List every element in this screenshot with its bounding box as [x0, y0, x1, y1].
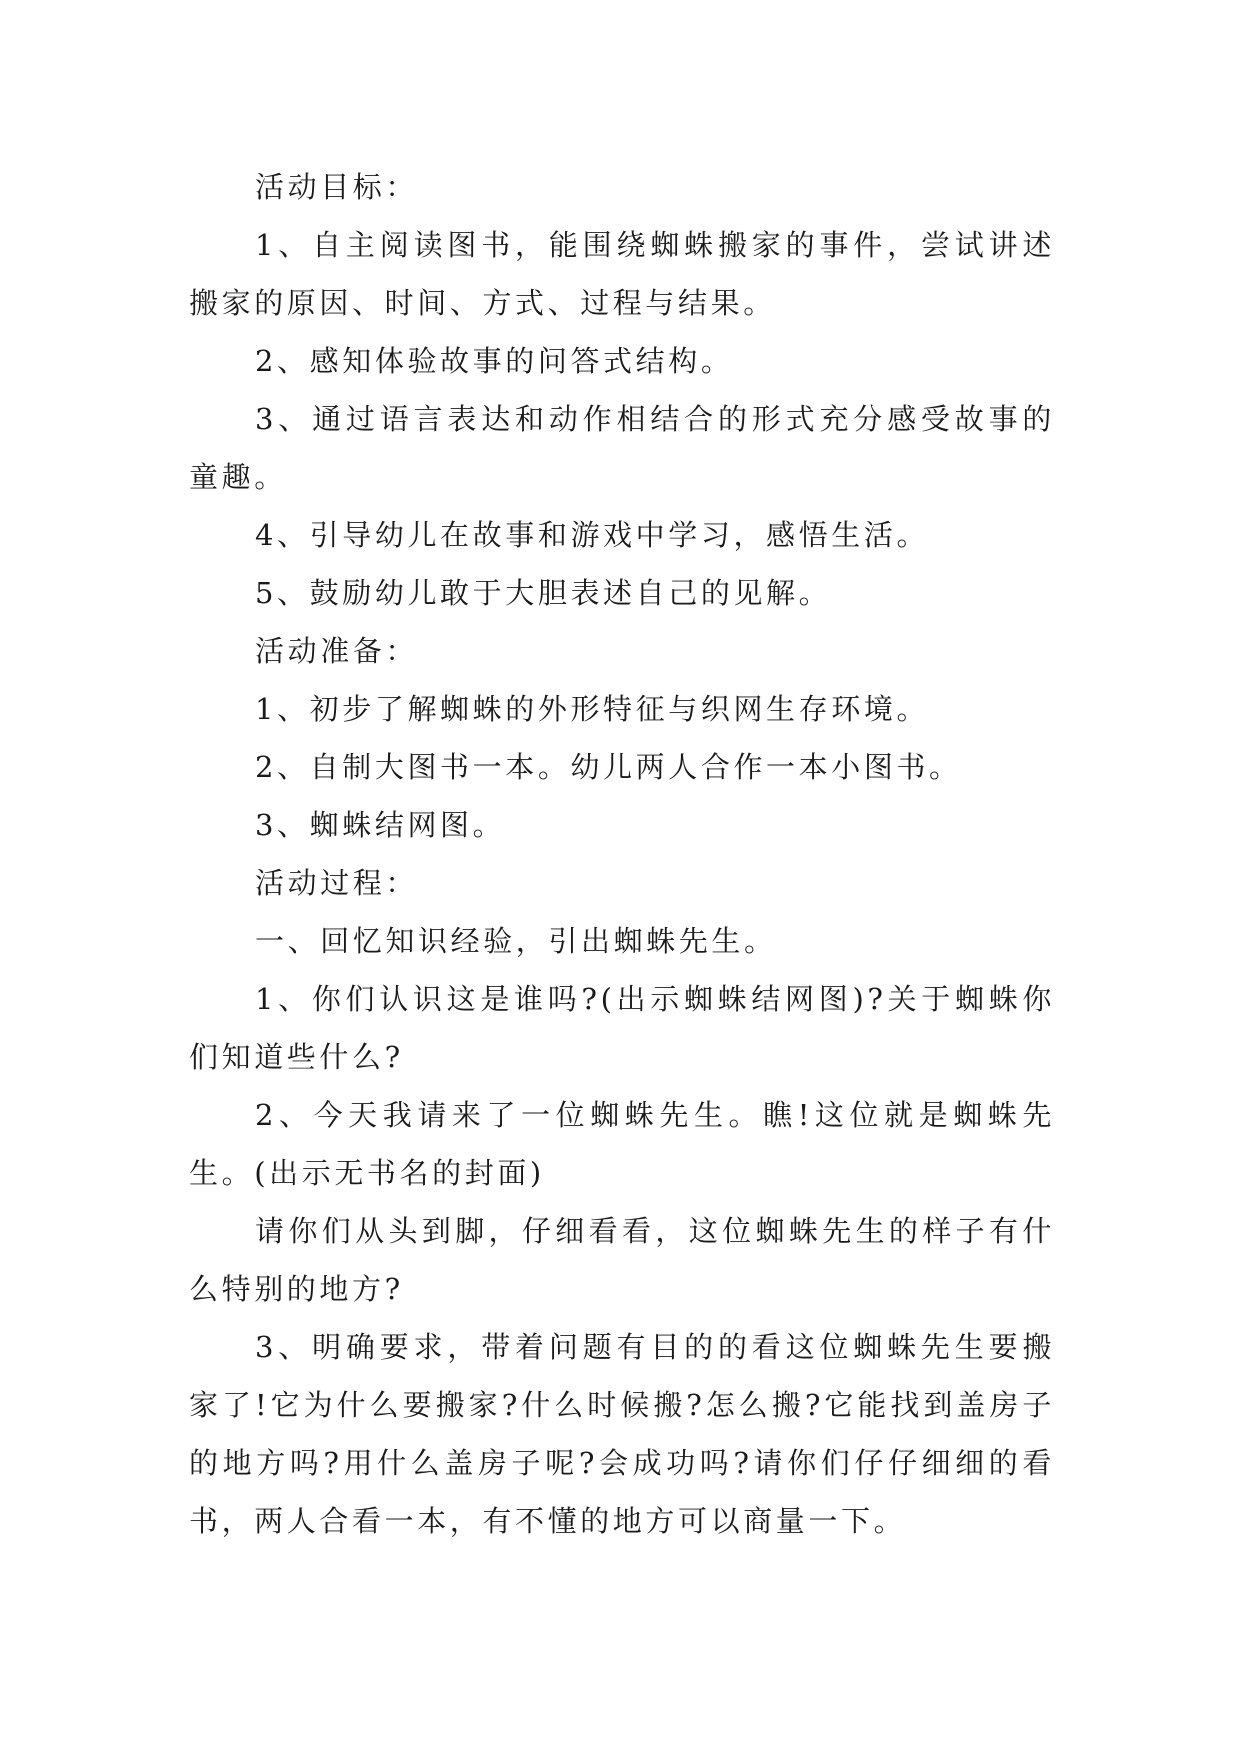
process-step-2-followup: 请你们从头到脚，仔细看看，这位蜘蛛先生的样子有什么特别的地方?: [189, 1214, 1055, 1306]
goal-item-1: 1、自主阅读图书，能围绕蜘蛛搬家的事件，尝试讲述搬家的原因、时间、方式、过程与结果。: [189, 228, 1055, 320]
process-section-1: 一、回忆知识经验，引出蜘蛛先生。: [255, 924, 777, 958]
preparation-item-3: 3、蜘蛛结网图。: [255, 808, 506, 842]
heading-activity-preparation: 活动准备：: [255, 634, 419, 668]
goal-item-3: 3、通过语言表达和动作相结合的形式充分感受故事的童趣。: [189, 402, 1055, 494]
process-step-1: 1、你们认识这是谁吗?(出示蜘蛛结网图)?关于蜘蛛你们知道些什么?: [189, 982, 1055, 1074]
document-body: [189, 158, 1055, 1550]
process-step-3: 3、明确要求，带着问题有目的的看这位蜘蛛先生要搬家了!它为什么要搬家?什么时候搬?怎么搬?它能找到盖房子的地方吗?用什么盖房子呢?会成功吗?请你们仔仔细细的看书，两人合看一本，有不懂的地方可以商量一下。: [189, 1330, 1055, 1538]
preparation-item-1: 1、初步了解蜘蛛的外形特征与织网生存环境。: [255, 692, 930, 726]
heading-activity-goals: 活动目标：: [255, 170, 419, 204]
heading-activity-process: 活动过程：: [255, 866, 419, 900]
process-step-2: 2、今天我请来了一位蜘蛛先生。瞧!这位就是蜘蛛先生。(出示无书名的封面): [189, 1098, 1055, 1190]
goal-item-4: 4、引导幼儿在故事和游戏中学习，感悟生活。: [255, 518, 930, 552]
goal-item-2: 2、感知体验故事的问答式结构。: [255, 344, 734, 378]
preparation-item-2: 2、自制大图书一本。幼儿两人合作一本小图书。: [255, 750, 962, 784]
goal-item-5: 5、鼓励幼儿敢于大胆表述自己的见解。: [255, 576, 832, 610]
